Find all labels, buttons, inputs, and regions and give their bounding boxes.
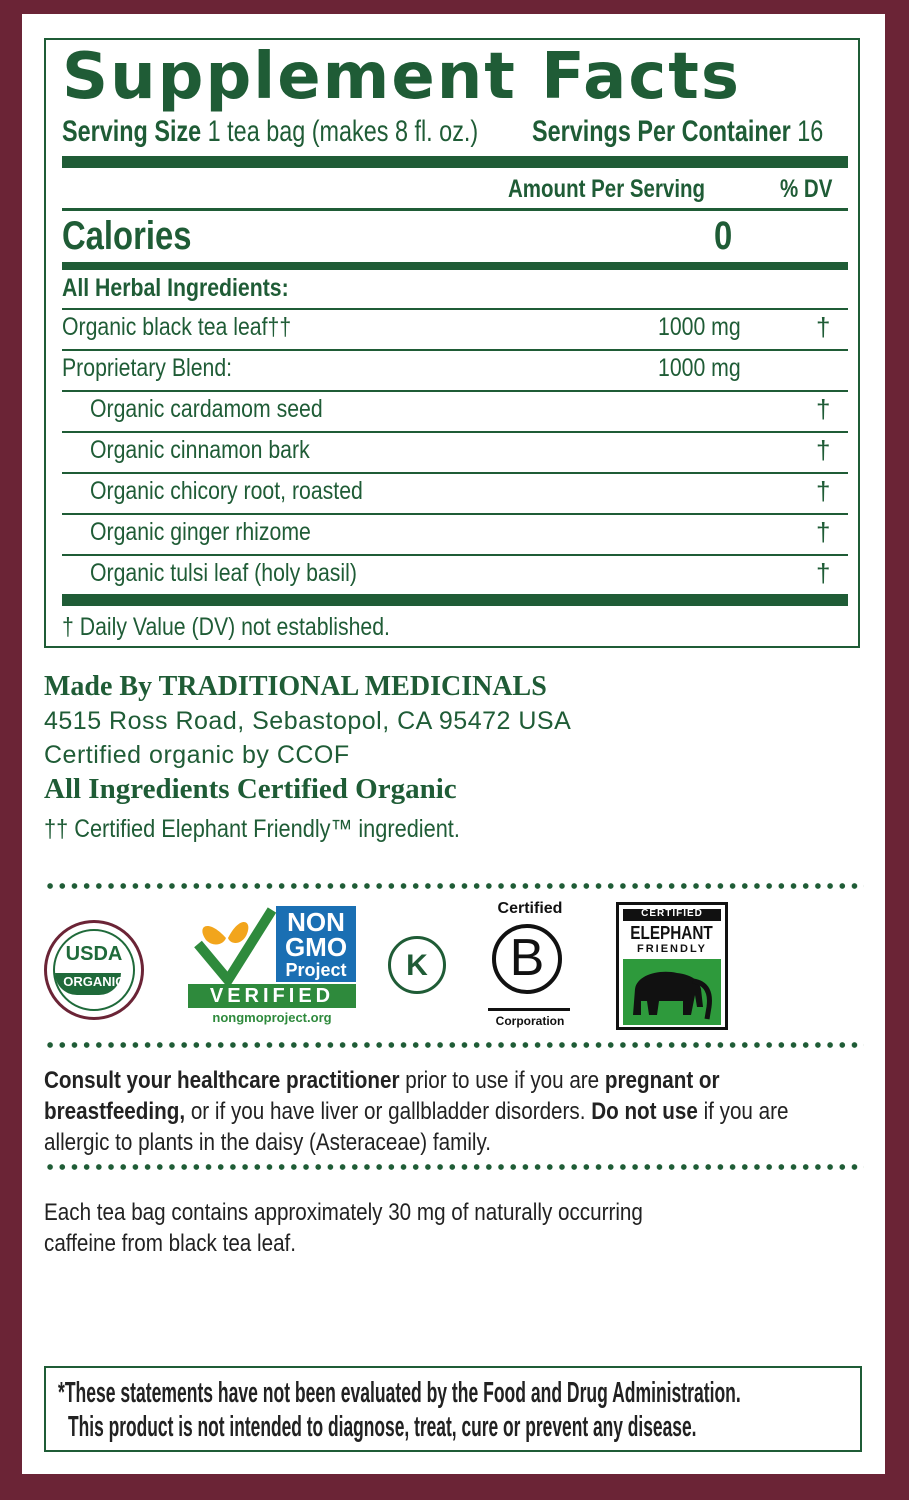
nongmo-url: nongmoproject.org <box>212 1010 332 1025</box>
rule <box>62 513 848 515</box>
ingredient-row: Proprietary Blend: <box>62 354 233 382</box>
warning-consult: Consult your healthcare practitioner <box>44 1067 400 1094</box>
elephant-friendly-badge <box>616 902 728 1030</box>
dv-dagger: † <box>816 558 831 588</box>
calories-label: Calories <box>62 214 192 258</box>
certifier: Certified organic by CCOF <box>44 741 350 769</box>
butterfly-icon <box>188 904 276 984</box>
rule <box>62 472 848 474</box>
caffeine-line-1: Each tea bag contains approximately 30 mg of naturally occurring <box>44 1199 643 1226</box>
warning-text: or if you have liver or gallbladder disorders. <box>185 1098 592 1125</box>
ingredients-header: All Herbal Ingredients: <box>62 274 289 302</box>
ingredient-amount: 1000 mg <box>658 313 741 341</box>
thick-rule <box>62 156 848 168</box>
address: 4515 Ross Road, Sebastopol, CA 95472 USA <box>44 707 572 735</box>
non-gmo-verified-badge <box>188 904 360 1030</box>
bcorp-letter: B <box>509 929 545 987</box>
disclaimer-line-1: *These statements have not been evaluated by the Food and Drug Administration. <box>58 1377 741 1409</box>
rule <box>62 554 848 556</box>
usda-text: USDA <box>65 943 123 965</box>
warning-pregnant: pregnant or <box>604 1067 720 1094</box>
all-organic: All Ingredients Certified Organic <box>44 773 457 805</box>
elephant-icon <box>623 959 721 1025</box>
dotted-divider <box>44 1164 864 1170</box>
supplement-facts-box <box>44 38 860 648</box>
fda-disclaimer-box <box>44 1366 862 1452</box>
ingredient-row: Organic chicory root, roasted <box>90 477 363 505</box>
gmo-text: GMO <box>284 932 348 962</box>
label-panel <box>22 14 885 1474</box>
project-text: Project <box>285 960 347 980</box>
b-corp-badge <box>484 900 576 1034</box>
warning-text: if you are <box>697 1098 789 1125</box>
rule <box>62 349 848 351</box>
amount-per-serving-header: Amount Per Serving <box>508 175 706 203</box>
dv-dagger: † <box>816 476 831 506</box>
rule <box>62 431 848 433</box>
dotted-divider <box>44 1042 864 1048</box>
facts-title: Supplement Facts <box>62 40 741 114</box>
disclaimer-line-2: This product is not intended to diagnose, treat, cure or prevent any disease. <box>68 1411 697 1443</box>
ingredient-amount: 1000 mg <box>658 354 741 382</box>
thick-rule <box>62 594 848 606</box>
servings-per-container-line <box>532 114 885 150</box>
dv-dagger: † <box>816 312 831 342</box>
rule <box>62 308 848 310</box>
bcorp-certified-text: Certified <box>497 900 563 917</box>
warning-line-1 <box>44 1066 830 1096</box>
warning-breastfeeding: breastfeeding, <box>44 1098 186 1125</box>
organic-text: ORGANIC <box>63 974 125 989</box>
non-text: NON <box>287 907 345 937</box>
caffeine-line-2: caffeine from black tea leaf. <box>44 1230 297 1257</box>
usda-organic-seal <box>44 920 144 1020</box>
servings-label: Servings Per Container <box>532 115 791 148</box>
warning-line-3: allergic to plants in the daisy (Asteraceae) family. <box>44 1129 492 1156</box>
servings-value: 16 <box>797 115 824 148</box>
dv-footnote: † Daily Value (DV) not established. <box>62 613 390 641</box>
warning-line-2 <box>44 1097 885 1127</box>
dv-dagger: † <box>816 394 831 424</box>
dotted-divider <box>44 883 864 889</box>
dv-header: % DV <box>780 175 833 203</box>
made-by: Made By TRADITIONAL MEDICINALS <box>44 671 547 702</box>
rule <box>62 390 848 392</box>
rule <box>62 208 848 211</box>
elephant-note: †† Certified Elephant Friendly™ ingredient. <box>44 815 460 843</box>
kosher-letter: K <box>406 949 428 982</box>
warning-text: prior to use if you are <box>399 1067 605 1094</box>
ingredient-row: Organic black tea leaf†† <box>62 313 292 341</box>
ingredient-row: Organic cinnamon bark <box>90 436 310 464</box>
serving-size-line <box>62 114 596 150</box>
serving-size-value: 1 tea bag (makes 8 fl. oz.) <box>207 115 479 148</box>
serving-size-label: Serving Size <box>62 115 202 148</box>
elephant-mid-text: ELEPHANT <box>630 923 714 943</box>
thick-rule <box>62 262 848 270</box>
ingredient-row: Organic cardamom seed <box>90 395 323 423</box>
verified-text: VERIFIED <box>209 985 335 1007</box>
elephant-friendly-text: FRIENDLY <box>637 943 707 955</box>
dv-dagger: † <box>816 517 831 547</box>
ingredient-row: Organic tulsi leaf (holy basil) <box>90 559 357 587</box>
warning-do-not-use: Do not use <box>591 1098 698 1125</box>
dv-dagger: † <box>816 435 831 465</box>
elephant-certified-text: CERTIFIED <box>641 908 703 919</box>
kosher-icon <box>388 936 446 994</box>
ingredient-row: Organic ginger rhizome <box>90 518 311 546</box>
calories-value: 0 <box>714 214 733 258</box>
bcorp-corporation-text: Corporation <box>495 1014 565 1028</box>
